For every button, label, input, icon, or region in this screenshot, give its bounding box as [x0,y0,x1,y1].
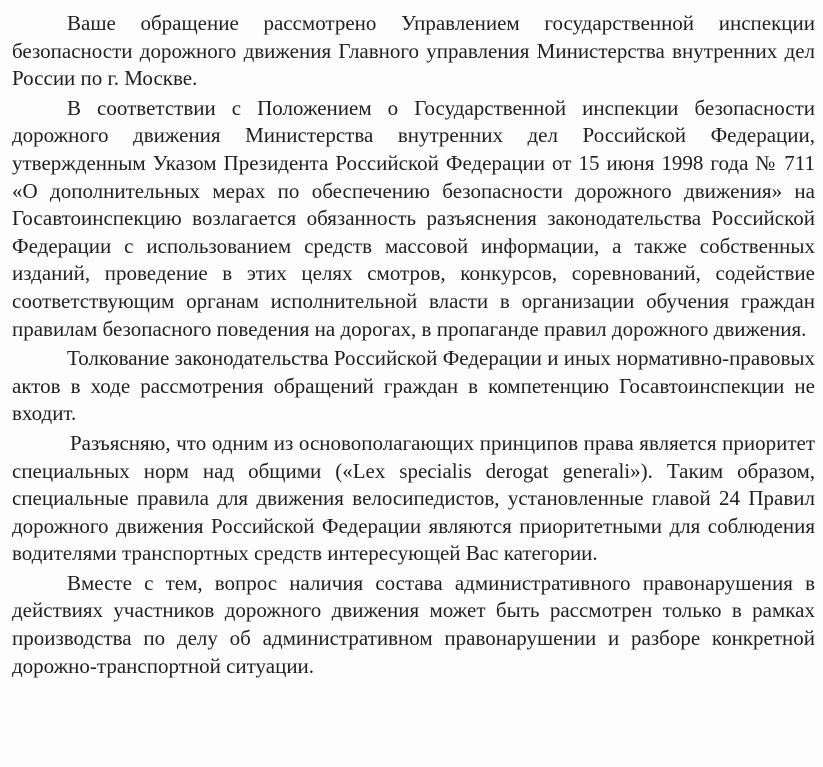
paragraph-review-notice: Ваше обращение рассмотрено Управлением государственной инспекции безопасности дорожного движения Главного управления Министерства внутренних дел России по г. Москве. [12,11,815,91]
paragraph-administrative-offense: Вместе с тем, вопрос наличия состава административного правонарушения в действиях участников дорожного движения может быть рассмотрен только в рамках производства по делу об административном правонарушении и разборе конкретной дорожно-транспортной ситуации. [12,570,815,678]
paragraph-interpretation-scope: Толкование законодательства Российской Федерации и иных нормативно-правовых актов в ходе рассмотрения обращений граждан в компетенцию Госавтоинспекции не входит. [12,346,815,426]
paragraph-lex-specialis: Разъясняю, что одним из основополагающих принципов права является приоритет специальных норм над общими («Lex specialis derogat generali»). Таким образом, специальные правила для движения велосипедистов, установленные главой 24 Правил дорожного движения Российской Федерации являются приоритетными для соблюдения водителями транспортных средств интересующей Вас категории. [12,430,815,566]
paragraph-regulation-duties: В соответствии с Положением о Государственной инспекции безопасности дорожного движения Министерства внутренних дел Российской Федерации, утвержденным Указом Президента Российской Федерации от 15 июня 1998 года № 711 «О дополнительных мерах по обеспечению безопасности дорожного движения» на Госавтоинспекцию возлагается обязанность разъяснения законодательства Российской Федерации с использованием средств массовой информации, а также собственных изданий, проведение в этих целях смотров, конкурсов, соревнований, содействие соответствующим органам исполнительной власти в организации обучения граждан правилам безопасного поведения на дорогах, в пропаганде правил дорожного движения. [12,95,815,341]
